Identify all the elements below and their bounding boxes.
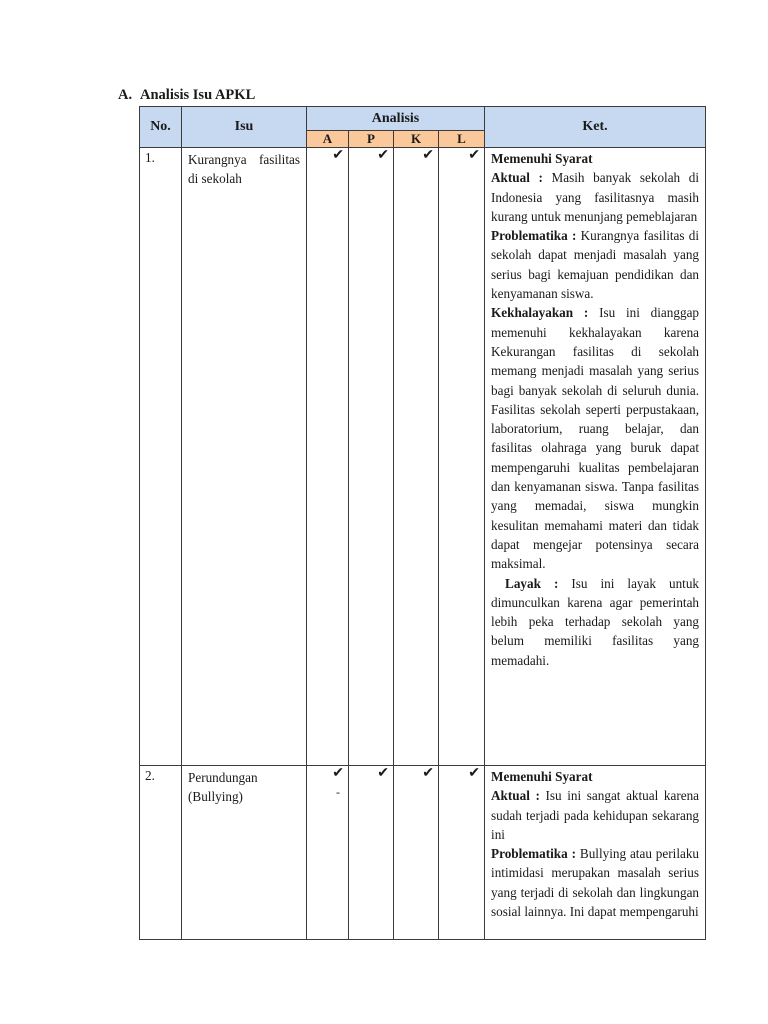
kekhalayakan-text: Isu ini dianggap memenuhi kekhalayakan karena Kekurangan fasilitas di sekolah memang menjadi masalah yang serius bagi banyak sekolah di seluruh dunia. Fasilitas sekolah seperti perpustakaan, laboratorium, ruang belajar, dan fasilitas olahraga yang buruk dapat mempengaruhi kualitas pembelajaran dan kenyamanan siswa. Tanpa fasilitas yang memadai, siswa mungkin kesulitan memahami materi dan tidak dapat mengejar potensinya secara maksimal.: [491, 305, 700, 572]
problematika-text: Kurangnya fasilitas di sekolah dapat menjadi masalah yang serius bagi kemajuan pendidikan dan kenyamanan siswa.: [491, 228, 700, 302]
isu-text: Perundungan (Bullying): [188, 770, 258, 804]
checkmark-icon: ✔: [468, 148, 481, 163]
check-p: [349, 766, 394, 940]
row-number: 1.: [140, 148, 182, 766]
check-p: [349, 148, 394, 766]
isu-text: Kurangnya fasilitas di sekolah: [188, 152, 300, 186]
issue-analysis-table: [139, 106, 706, 940]
ket-aktual: [491, 168, 699, 226]
table-row: [140, 766, 706, 940]
problematika-label: Problematika :: [491, 228, 577, 244]
header-a: A: [307, 131, 349, 148]
ket-aktual: [491, 786, 699, 844]
ket-title: Memenuhi Syarat: [491, 151, 593, 166]
header-ket: Ket.: [485, 107, 706, 148]
checkmark-icon: ✔: [377, 148, 389, 163]
isu-cell: [182, 148, 307, 766]
ket-title: Memenuhi Syarat: [491, 769, 593, 784]
check-k: [394, 148, 439, 766]
header-no: No.: [140, 107, 182, 148]
aktual-text: Masih banyak sekolah di Indonesia yang fasilitasnya masih kurang untuk menunjang pemeblajaran: [491, 170, 700, 224]
header-analisis: Analisis: [307, 107, 485, 131]
layak-label: Layak :: [505, 575, 559, 591]
check-k: [394, 766, 439, 940]
problematika-text: Bullying atau perilaku intimidasi merupakan masalah serius yang terjadi di sekolah dan lingkungan sosial lainnya. Ini dapat mempengaruhi: [491, 846, 700, 920]
checkmark-icon: ✔: [422, 766, 434, 781]
table-header-row: [140, 107, 706, 131]
dash-mark: -: [336, 785, 340, 799]
check-a: [307, 148, 349, 766]
section-title: Analisis Isu APKL: [140, 87, 256, 103]
header-l: L: [439, 131, 485, 148]
check-l: [439, 766, 485, 940]
check-a: [307, 766, 349, 940]
row-number: 2.: [140, 766, 182, 940]
header-isu: Isu: [182, 107, 307, 148]
header-k: K: [394, 131, 439, 148]
ket-cell: [485, 766, 706, 940]
section-number: A.: [118, 87, 133, 103]
ket-kekhalayakan: [491, 303, 699, 573]
checkmark-icon: ✔: [468, 766, 481, 781]
problematika-label: Problematika :: [491, 846, 576, 862]
checkmark-icon: ✔: [332, 766, 344, 781]
section-heading: [118, 87, 255, 104]
layak-text: Isu ini layak untuk dimunculkan karena agar pemerintah lebih peka terhadap sekolah yang belum memiliki fasilitas yang memadahi.: [491, 575, 700, 668]
isu-cell: [182, 766, 307, 940]
aktual-label: Aktual :: [491, 788, 540, 804]
header-p: P: [349, 131, 394, 148]
ket-problematika: [491, 844, 699, 921]
checkmark-icon: ✔: [377, 766, 389, 781]
kekhalayakan-label: Kekhalayakan :: [491, 305, 589, 321]
ket-cell: [485, 148, 706, 766]
aktual-text: Isu ini sangat aktual karena sudah terjadi pada kehidupan sekarang ini: [491, 788, 700, 842]
check-l: [439, 148, 485, 766]
table-row: [140, 148, 706, 766]
aktual-label: Aktual :: [491, 170, 543, 186]
checkmark-icon: ✔: [332, 148, 344, 163]
checkmark-icon: ✔: [422, 148, 434, 163]
ket-problematika: [491, 226, 699, 303]
ket-layak: [491, 574, 699, 670]
